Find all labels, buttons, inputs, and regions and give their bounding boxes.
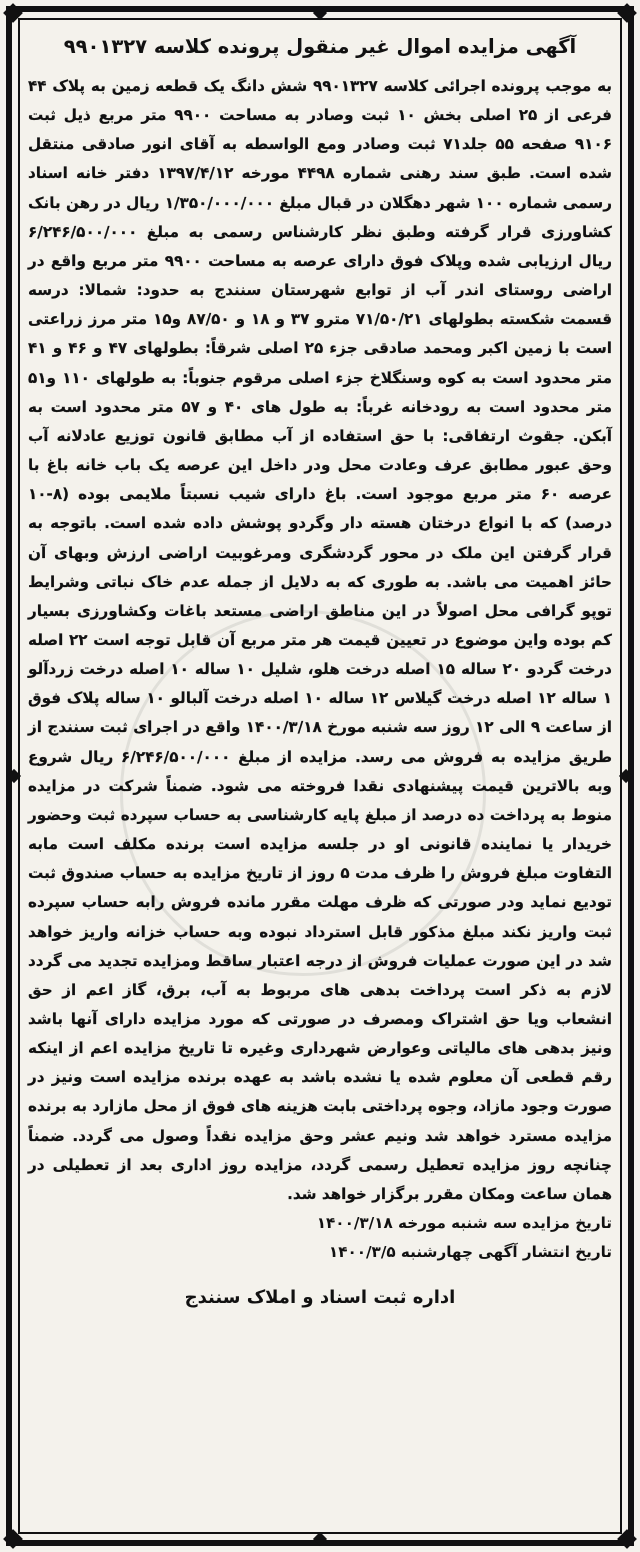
auction-date: تاریخ مزایده سه شنبه مورخه ۱۴۰۰/۳/۱۸	[316, 1214, 612, 1233]
issuer-signature: اداره ثبت اسناد و املاک سنندج	[184, 1287, 456, 1309]
notice-body: به موجب پرونده اجرائی کلاسه ۹۹۰۱۳۲۷ شش دانگ یک قطعه زمین به پلاک ۴۴ فرعی از ۲۵ اصلی بخش ۱۰ ثبت وصادر به مساحت ۹۹۰۰ متر مربع ذیل ثبت ۹۱۰۶ صفحه ۵۵ جلد۷۱ ثبت وصادر ومع الواسطه به آقای انور صادقی منتقل شده است. طبق سند رهنی شماره ۴۴۹۸ مورخه ۱۳۹۷/۴/۱۲ دفتر خانه اسناد رسمی شماره ۱۰۰ شهر دهگلان در قبال مبلغ ۱/۳۵۰/۰۰۰/۰۰۰ ریال در رهن بانک کشاورزی قرار گرفته وطبق نظر کارشناس رسمی به مبلغ ۶/۲۴۶/۵۰۰/۰۰۰ ریال ارزیابی شده وپلاک فوق دارای عرصه به مساحت ۹۹۰۰ متر مربع واقع در اراضی روستای اندر آب از توابع شهرستان سنندج به حدود: شمالا: درسه قسمت شکسته بطولهای ۷۱/۵۰/۲۱ مترو ۳۷ و ۱۸ و ۸۷/۵۰ و۱۵ متر مرز زراعتی است با زمین اکبر ومحمد صادقی جزء ۲۵ اصلی شرقاً: بطولهای ۴۷ و ۴۶ و ۴۱ متر محدود است به کوه وسنگلاخ جزء اصلی مرقوم جنوباً: به طولهای ۱۱۰ و۵۱ متر محدود است به رودخانه غرباً: به طول های ۴۰ و ۵۷ متر محدود است به آبکن. جقوث ارتفاقی: با حق استفاده از آب مطابق قانون توزیع عادلانه آب وحق عبور مطابق عرف وعادت محل ودر داخل این عرصه یک باب خانه باغ با عرصه ۶۰ متر مربع موجود است. باغ دارای شیب نسبتاً ملایمی بوده (۸-۱۰ درصد) که با انواع درختان هسته دار وگردو پوشش داده شده است. باتوجه به قرار گرفتن این ملک در محور گردشگری ومرغوبیت اراضی ارزش وبهای آن حائز اهمیت می باشد. به طوری که به دلایل از جمله عدم خاک نباتی وشرایط توپو گرافی محل اصولاً در این مناطق اراضی مستعد باغات وکشاورزی بسیار کم بوده واین موضوع در تعیین قیمت هر متر مربع آن قابل توجه است ۲۲ اصله درخت گردو ۲۰ ساله ۱۵ اصله درخت هلو، شلیل ۱۰ ساله ۱۰ اصله درخت زردآلو ۱ ساله ۱۲ اصله درخت گیلاس ۱۲ ساله ۱۰ اصله درخت آلبالو ۱۰ ساله پلاک فوق از ساعت ۹ الی ۱۲ روز سه شنبه مورخ ۱۴۰۰/۳/۱۸ واقع در اجرای ثبت سنندج از طریق مزایده به فروش می رسد. مزایده از مبلغ ۶/۲۴۶/۵۰۰/۰۰۰ ریال شروع وبه بالاترین قیمت پیشنهادی نقدا فروخته می شود. ضمناً شرکت در مزایده منوط به پرداخت ده درصد از مبلغ پایه کارشناسی به حساب سپرده ثبت وحضور خریدار یا نماینده قانونی او در جلسه مزایده است برنده مکلف است مابه التفاوت مبلغ فروش را ظرف مدت ۵ روز از تاریخ مزایده به حساب صندوق ثبت تودیع نماید ودر صورتی که ظرف مهلت مقرر مانده فروش رابه حساب سپرده ثبت واریز نکند مبلغ مذکور قابل استرداد نبوده وبه حساب خزانه واریز خواهد شد در این صورت عملیات فروش از درجه اعتبار ساقط ومزایده تجدید می گردد لازم به ذکر است پرداخت بدهی های مربوط به آب، برق، گاز اعم از حق انشعاب ویا حق اشتراک ومصرف در صورتی که مورد مزایده دارای آنها باشد ونیز بدهی های مالیاتی وعوارض شهرداری وغیره تا تاریخ مزایده اعم از اینکه رقم قطعی آن معلوم شده یا نشده باشد به عهده برنده مزایده است ونیز در صورت وجود مازاد، وجوه پرداختی بابت هزینه های فوق از محل مازارد به برنده مزایده مسترد خواهد شد ونیم عشر وحق مزایده نقداً وصول می گردد. ضمناً چنانچه روز مزایده تعطیل رسمی گردد، مزایده روز اداری بعد از تعطیلی در همان ساعت ومکان مقرر برگزار خواهد شد.	[28, 77, 613, 1203]
notice-content	[28, 24, 612, 1528]
notice-title: آگهی مزایده اموال غیر منقول پرونده کلاسه ۹۹۰۱۳۲۷	[63, 35, 577, 58]
publish-date: تاریخ انتشار آگهی چهارشنبه ۱۴۰۰/۳/۵	[328, 1243, 612, 1262]
